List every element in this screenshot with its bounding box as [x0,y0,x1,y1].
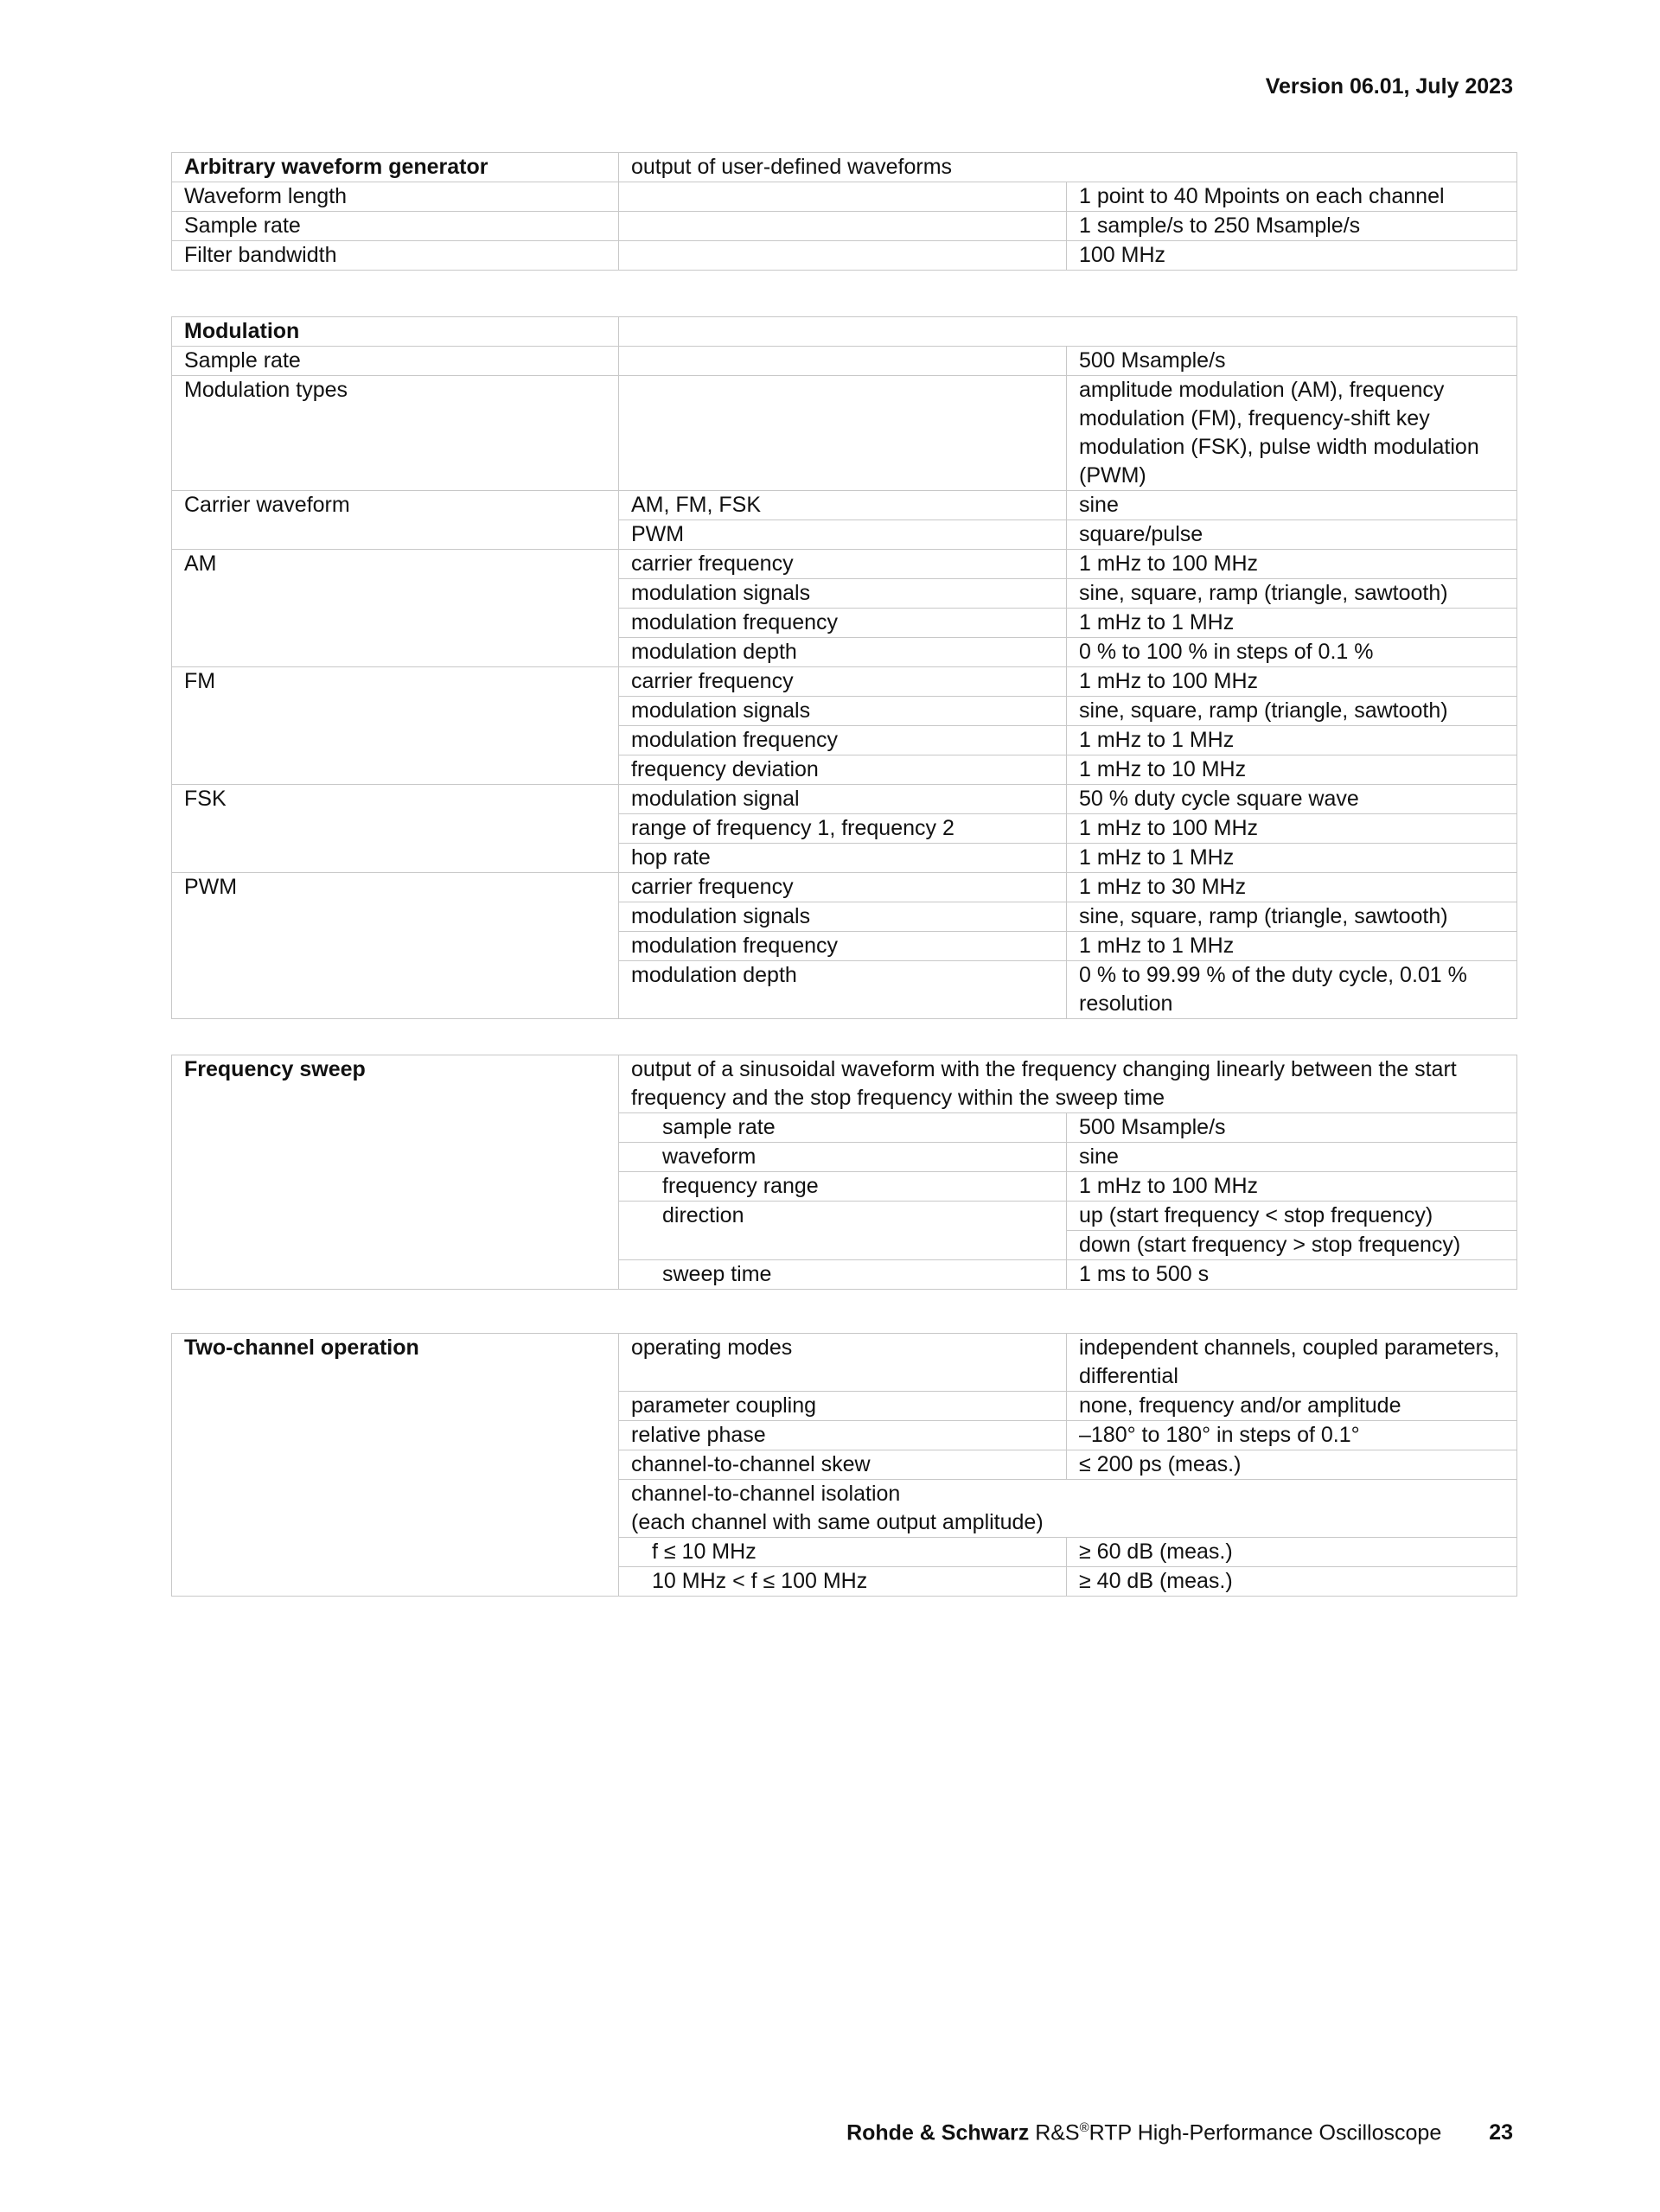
empty-cell [619,212,1067,241]
table-row [172,212,1517,241]
empty-cell [619,376,1067,491]
spec-param: operating modes [619,1334,1067,1392]
spec-value: 1 mHz to 1 MHz [1067,726,1517,755]
page-footer [846,2120,1513,2145]
spec-param: PWM [619,520,1067,550]
table-row [172,182,1517,212]
table-row [172,667,1517,697]
spec-value: 0 % to 99.99 % of the duty cycle, 0.01 % resolution [1067,961,1517,1019]
spec-value: 500 Msample/s [1067,347,1517,376]
spec-param: 10 MHz < f ≤ 100 MHz [619,1567,1067,1597]
spec-param: modulation signals [619,697,1067,726]
spec-value: –180° to 180° in steps of 0.1° [1067,1421,1517,1450]
empty-cell [619,182,1067,212]
spec-value: sine [1067,1143,1517,1172]
spec-param: modulation signals [619,579,1067,609]
table-row [172,241,1517,271]
section-title: Arbitrary waveform generator [172,153,619,182]
table-row [172,550,1517,579]
document-version: Version 06.01, July 2023 [1265,74,1513,99]
spec-label: Filter bandwidth [172,241,619,271]
spec-note: (each channel with same output amplitude) [619,1508,1517,1538]
registered-mark: ® [1079,2120,1089,2135]
spec-label: Carrier waveform [172,491,619,550]
spec-value: sine, square, ramp (triangle, sawtooth) [1067,579,1517,609]
spec-value: 1 mHz to 100 MHz [1067,550,1517,579]
spec-value: 50 % duty cycle square wave [1067,785,1517,814]
spec-value: 1 sample/s to 250 Msample/s [1067,212,1517,241]
spec-param: waveform [619,1143,1067,1172]
spec-value: 1 mHz to 100 MHz [1067,814,1517,844]
spec-value: 1 mHz to 100 MHz [1067,1172,1517,1202]
section-title: Modulation [172,317,619,347]
awg-table [171,152,1517,271]
spec-param: f ≤ 10 MHz [619,1538,1067,1567]
section-description: output of a sinusoidal waveform with the frequency changing linearly between the start frequency and the stop frequency within the sweep time [619,1055,1517,1113]
spec-value: 500 Msample/s [1067,1113,1517,1143]
spec-param: sweep time [619,1260,1067,1290]
spec-value: 1 mHz to 1 MHz [1067,609,1517,638]
spec-value: none, frequency and/or amplitude [1067,1392,1517,1421]
spec-param: range of frequency 1, frequency 2 [619,814,1067,844]
footer-brand: Rohde & Schwarz [846,2120,1030,2145]
modulation-table [171,316,1517,1019]
spec-label: AM [172,550,619,667]
spec-param: AM, FM, FSK [619,491,1067,520]
spec-value: sine, square, ramp (triangle, sawtooth) [1067,697,1517,726]
spec-param: carrier frequency [619,873,1067,902]
spec-value: 100 MHz [1067,241,1517,271]
section-title: Two-channel operation [172,1334,619,1597]
empty-cell [619,317,1517,347]
spec-label: Modulation types [172,376,619,491]
spec-param: frequency deviation [619,755,1067,785]
spec-param: modulation signal [619,785,1067,814]
spec-param: channel-to-channel isolation [619,1480,1517,1509]
spec-value: sine, square, ramp (triangle, sawtooth) [1067,902,1517,932]
spec-label: Sample rate [172,347,619,376]
spec-value: 1 mHz to 30 MHz [1067,873,1517,902]
spec-value: ≥ 40 dB (meas.) [1067,1567,1517,1597]
spec-label: FSK [172,785,619,873]
spec-value: 1 mHz to 100 MHz [1067,667,1517,697]
spec-value: up (start frequency < stop frequency) [1067,1202,1517,1231]
spec-value: ≥ 60 dB (meas.) [1067,1538,1517,1567]
spec-param: channel-to-channel skew [619,1450,1067,1480]
spec-label: Sample rate [172,212,619,241]
section-title: Frequency sweep [172,1055,619,1290]
spec-value: 1 mHz to 1 MHz [1067,932,1517,961]
spec-param: direction [619,1202,1067,1260]
spec-param: modulation frequency [619,726,1067,755]
table-row [172,785,1517,814]
spec-param: carrier frequency [619,667,1067,697]
spec-param: modulation frequency [619,609,1067,638]
spec-value: ≤ 200 ps (meas.) [1067,1450,1517,1480]
spec-param: hop rate [619,844,1067,873]
spec-param: modulation depth [619,961,1067,1019]
table-row [172,1334,1517,1392]
section-description: output of user-defined waveforms [619,153,1517,182]
table-row [172,376,1517,491]
empty-cell [619,241,1067,271]
spec-value: sine [1067,491,1517,520]
table-row [172,873,1517,902]
frequency-sweep-table [171,1055,1517,1290]
spec-param: relative phase [619,1421,1067,1450]
table-row [172,1055,1517,1113]
spec-value: 1 ms to 500 s [1067,1260,1517,1290]
spec-value: 0 % to 100 % in steps of 0.1 % [1067,638,1517,667]
spec-value: 1 point to 40 Mpoints on each channel [1067,182,1517,212]
spec-value: down (start frequency > stop frequency) [1067,1231,1517,1260]
spec-param: carrier frequency [619,550,1067,579]
spec-label: FM [172,667,619,785]
table-row [172,491,1517,520]
spec-label: Waveform length [172,182,619,212]
spec-label: PWM [172,873,619,1019]
footer-product: RTP High-Performance Oscilloscope [1089,2120,1442,2145]
table-row [172,347,1517,376]
spec-param: sample rate [619,1113,1067,1143]
spec-value: 1 mHz to 10 MHz [1067,755,1517,785]
spec-value: independent channels, coupled parameters, differential [1067,1334,1517,1392]
spec-value: 1 mHz to 1 MHz [1067,844,1517,873]
page-number: 23 [1489,2120,1513,2145]
spec-value: square/pulse [1067,520,1517,550]
empty-cell [619,347,1067,376]
table-row [172,153,1517,182]
spec-param: modulation depth [619,638,1067,667]
table-row [172,317,1517,347]
two-channel-table [171,1333,1517,1597]
spec-param: modulation frequency [619,932,1067,961]
spec-param: modulation signals [619,902,1067,932]
spec-param: frequency range [619,1172,1067,1202]
spec-value: amplitude modulation (AM), frequency modulation (FM), frequency-shift key modulation (FSK), pulse width modulation (PWM) [1067,376,1517,491]
spec-param: parameter coupling [619,1392,1067,1421]
footer-product-prefix: R&S [1035,2120,1080,2145]
